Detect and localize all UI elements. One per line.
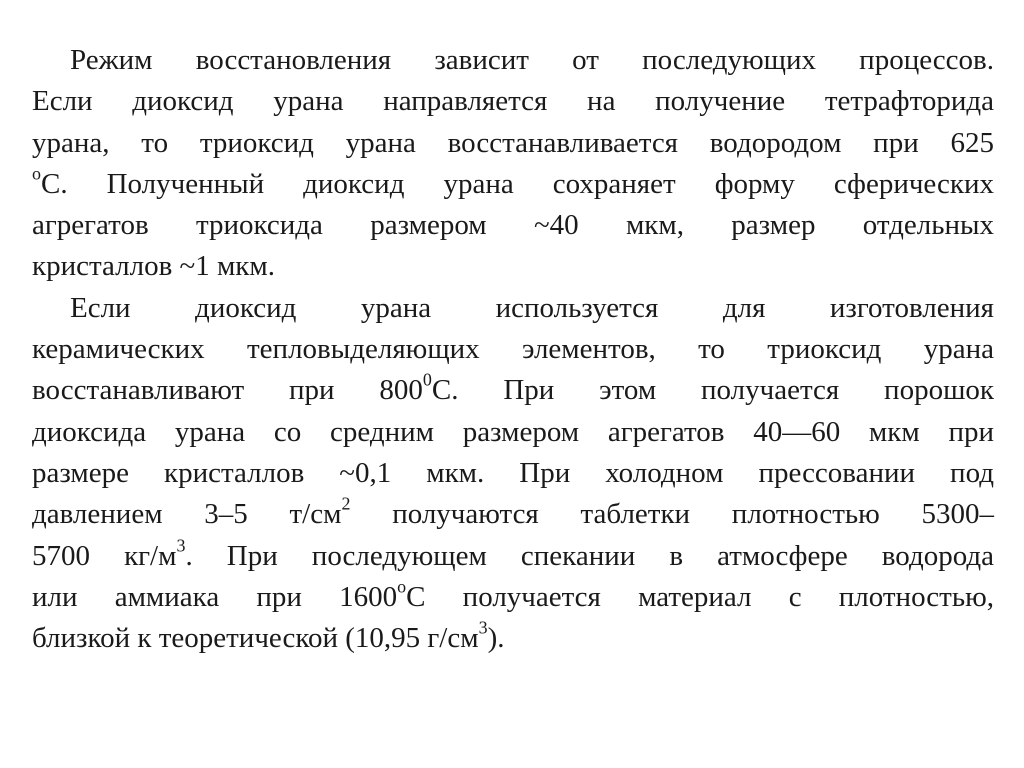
- exponent-superscript: 2: [341, 493, 351, 514]
- degree-superscript: 0: [422, 369, 432, 390]
- slide-body: [32, 40, 994, 659]
- text-line: агрегатов триоксида размером ~40 мкм, размер отдельных: [32, 209, 994, 242]
- text-line: 5700 $кг/м^3$. При последующем спекании в атмосфере водорода: [32, 535, 994, 572]
- text-line: урана, то триоксид урана восстанавливается водородом при 625: [32, 126, 994, 159]
- text-line: или аммиака при $1600^оС$ получается материал с плотностью,: [32, 576, 994, 613]
- text-line: диоксида урана со средним размером агрегатов 40—60 мкм при: [32, 415, 994, 448]
- paragraph-2: [32, 288, 994, 660]
- exponent-superscript: 3: [176, 535, 186, 556]
- text-line: керамических тепловыделяющих элементов, то триоксид урана: [32, 333, 994, 366]
- text-line: близкой к теоретической (10,95 $г/см^3$).: [32, 617, 505, 655]
- text-line: восстанавливают при $800^0С$. При этом получается порошок: [32, 369, 994, 407]
- paragraph-1: [32, 40, 994, 288]
- text-line: Если диоксид урана направляется на получение тетрафторида: [32, 85, 994, 118]
- text-line: кристаллов ~1 мкм.: [32, 250, 276, 283]
- text-line: размере кристаллов ~0,1 мкм. При холодном прессовании под: [32, 456, 994, 489]
- text-line: Режим восстановления зависит от последующих процессов.: [70, 44, 994, 76]
- exponent-superscript: 3: [478, 617, 488, 638]
- degree-superscript: о: [32, 163, 41, 184]
- text-line: Если диоксид урана используется для изготовления: [70, 291, 994, 324]
- text-line: $^о$С. Полученный диоксид урана сохраняет форму сферических: [32, 163, 994, 200]
- text-line: давлением 3–5 $т/см^2$ получаются таблетки плотностью 5300–: [32, 493, 994, 531]
- degree-superscript: о: [397, 576, 407, 597]
